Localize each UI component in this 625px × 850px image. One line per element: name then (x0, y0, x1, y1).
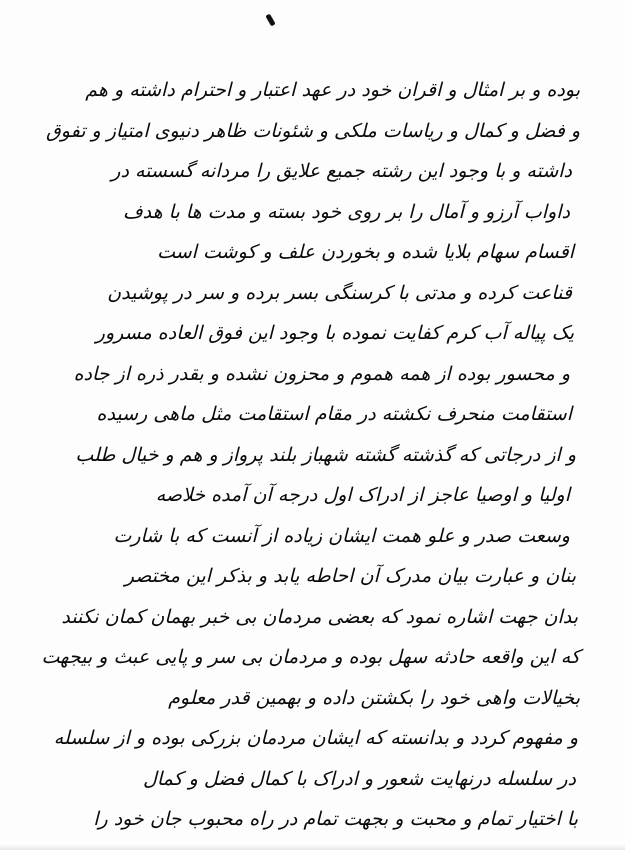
manuscript-line: و فضل و کمال و ریاسات ملکی و شئونات ظاهر دنیوی امتیاز و تفوق (46, 119, 580, 142)
manuscript-text (41, 70, 580, 840)
manuscript-line: و محسور بوده از همه هموم و محزون نشده و بقدر ذره از جاده (73, 362, 570, 385)
manuscript-line: بوده و بر امثال و اقران خود در عهد اعتبار و احترام داشته و هم (85, 79, 580, 101)
manuscript-line: بنان و عبارت بیان مدرک آن احاطه یابد و بذکر این مختصر (124, 565, 576, 587)
manuscript-line: بدان جهت اشاره نمود که بعضی مردمان بی خبر بهمان کمان نکنند (61, 605, 578, 628)
manuscript-line: قناعت کرده و مدتی با کرسنگی بسر برده و سر در پوشیدن (107, 281, 572, 304)
manuscript-line: که این واقعه حادثه سهل بوده و مردمان بی سر و پایی عبث و بیجهت (41, 646, 580, 668)
manuscript-line: با اختیار تمام و محبت و بجهت تمام در راه محبوب جان خود را (93, 808, 578, 830)
manuscript-line: یک پیاله آب کرم کفایت نموده با وجود این فوق العاده مسرور (95, 322, 574, 344)
manuscript-line: و از درجاتی که گذشته گشته شهباز بلند پرواز و هم و خیال طلب (75, 443, 576, 466)
margin-mark (265, 14, 275, 27)
manuscript-line: در سلسله درنهایت شعور و ادراک با کمال فضل و کمال (143, 767, 576, 790)
manuscript-line: داواب آرزو و آمال را بر روی خود بسته و مدت ها با هدف (122, 200, 570, 223)
manuscript-line: اقسام سهام بلایا شده و بخوردن علف و کوشت است (157, 241, 574, 263)
manuscript-line: بخیالات واهی خود را بکشتن داده و بهمین قدر معلوم (168, 686, 580, 709)
manuscript-line: و مفهوم کردد و بدانسته که ایشان مردمان بزرکی بوده و از سلسله (53, 727, 578, 749)
manuscript-line: اولیا و اوصیا عاجز از ادراک اول درجه آن آمده خلاصه (155, 484, 570, 506)
manuscript-line: وسعت صدر و علو همت ایشان زیاده از آنست که با شارت (113, 524, 570, 547)
page-edge (0, 844, 625, 850)
manuscript-line: استقامت منحرف نکشته در مقام استقامت مثل ماهی رسیده (96, 403, 572, 425)
manuscript-line: داشته و با وجود این رشته جمیع علایق را مردانه گسسته در (111, 160, 572, 182)
